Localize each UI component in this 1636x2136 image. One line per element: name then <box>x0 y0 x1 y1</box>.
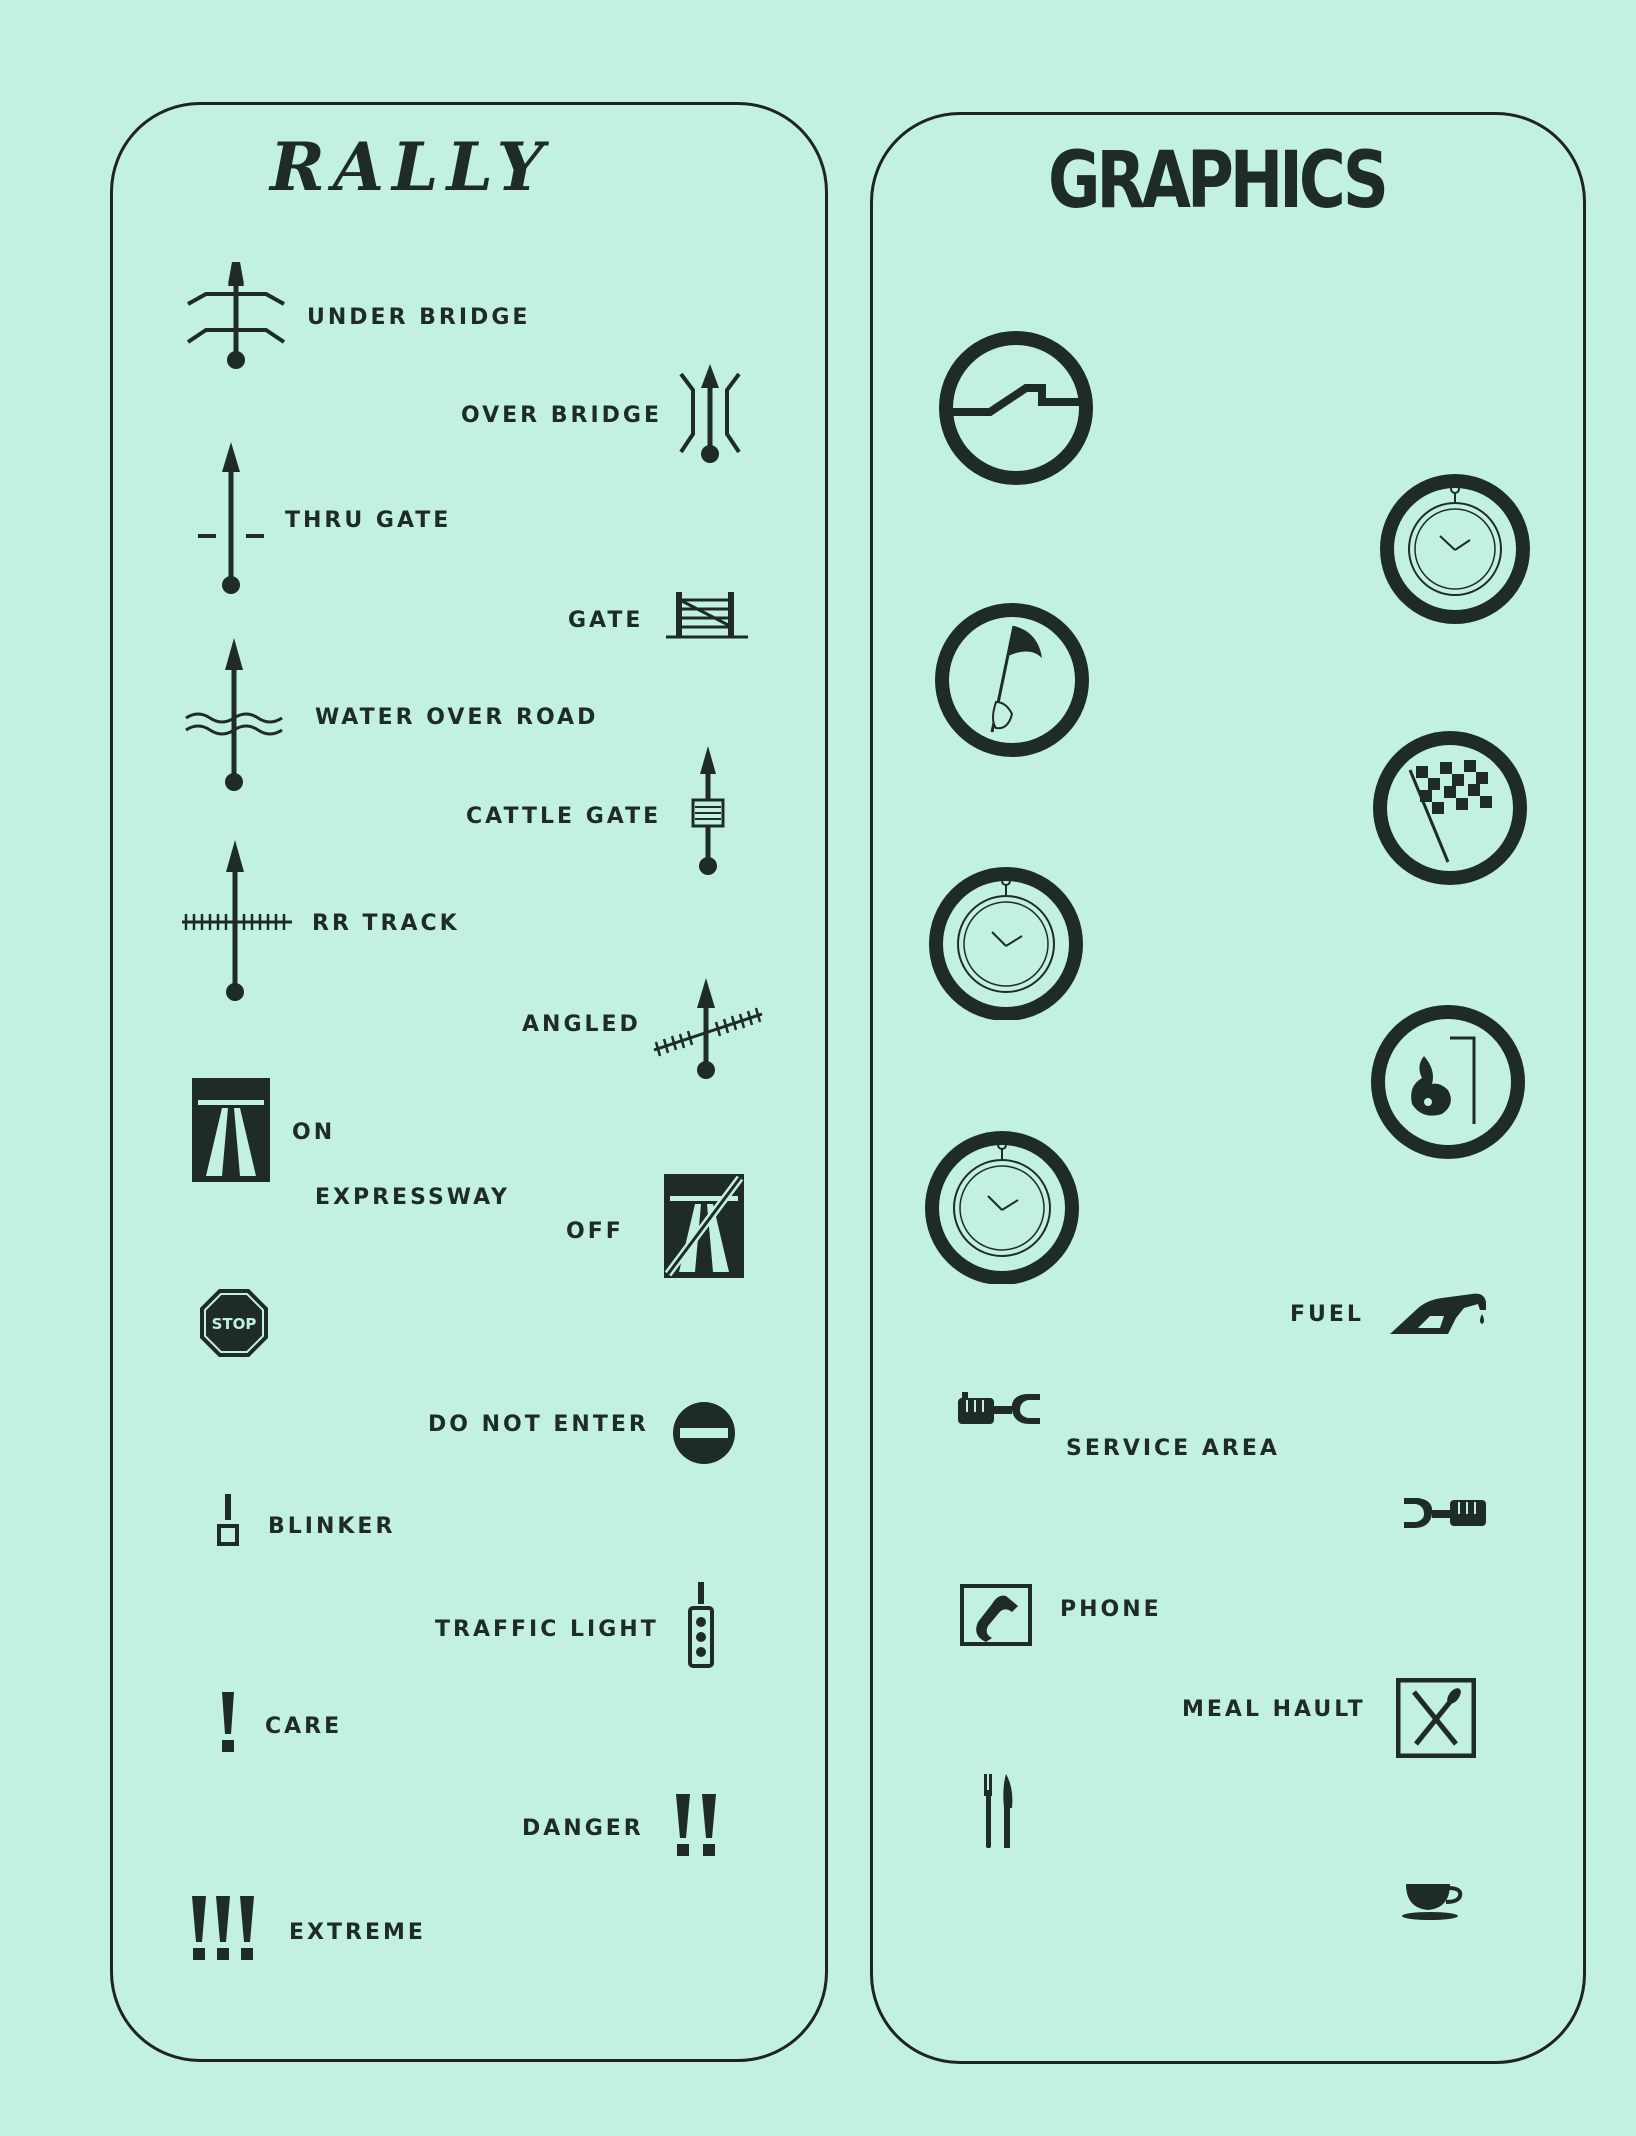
fuel-label: FUEL <box>1290 1302 1364 1327</box>
phone-label: PHONE <box>1060 1597 1162 1622</box>
expressway-on-icon <box>192 1078 270 1182</box>
meal-hault-label: MEAL HAULT <box>1182 1697 1366 1722</box>
meal-icon <box>1396 1678 1476 1758</box>
expressway-off-icon <box>664 1174 744 1278</box>
expressway-on-label: ON <box>292 1120 336 1145</box>
danger-label: DANGER <box>522 1816 644 1841</box>
thru-gate-icon <box>196 440 266 596</box>
expressway-off-label: OFF <box>566 1219 624 1244</box>
coffee-cup-icon <box>1400 1882 1470 1922</box>
extreme-icon <box>190 1896 256 1962</box>
service-wrench-icon <box>956 1386 1044 1428</box>
water-over-road-icon <box>184 636 288 794</box>
care-icon <box>218 1692 238 1754</box>
cattle-gate-icon <box>690 744 726 878</box>
checkered-flag-icon <box>1372 730 1528 886</box>
over-bridge-icon <box>675 362 745 466</box>
do-not-enter-label: DO NOT ENTER <box>428 1412 649 1437</box>
water-over-road-label: WATER OVER ROAD <box>315 705 599 730</box>
rr-track-icon <box>180 838 294 1006</box>
cattle-gate-label: CATTLE GATE <box>466 804 662 829</box>
under-bridge-icon <box>186 262 286 372</box>
gate-label: GATE <box>568 608 644 633</box>
stopwatch-icon-3 <box>924 1128 1080 1284</box>
expressway-label: EXPRESSWAY <box>315 1185 510 1210</box>
care-label: CARE <box>265 1714 343 1739</box>
cutlery-icon <box>982 1774 1016 1850</box>
graphics-title: GRAPHICS <box>1048 136 1385 226</box>
angled-track-icon <box>650 976 766 1082</box>
stopwatch-icon-2 <box>928 864 1084 1020</box>
time-control-icon <box>938 330 1094 486</box>
rr-track-label: RR TRACK <box>312 911 460 936</box>
start-flag-icon <box>934 602 1090 758</box>
angled-label: ANGLED <box>522 1012 641 1037</box>
stopwatch-icon <box>1378 470 1532 626</box>
traffic-light-label: TRAFFIC LIGHT <box>435 1617 659 1642</box>
under-bridge-label: UNDER BRIDGE <box>307 305 531 330</box>
danger-icon <box>674 1794 720 1858</box>
phone-icon <box>960 1584 1032 1646</box>
service-wrench-icon-2 <box>1400 1494 1488 1536</box>
hand-icon <box>1370 1004 1526 1160</box>
rally-title: RALLY <box>270 128 552 206</box>
stop-sign-icon <box>198 1287 270 1359</box>
over-bridge-label: OVER BRIDGE <box>461 403 663 428</box>
do-not-enter-icon <box>672 1401 736 1465</box>
traffic-light-icon <box>688 1582 714 1668</box>
service-area-label: SERVICE AREA <box>1066 1436 1280 1461</box>
thru-gate-label: THRU GATE <box>285 508 452 533</box>
extreme-label: EXTREME <box>289 1920 426 1945</box>
blinker-label: BLINKER <box>268 1514 396 1539</box>
fuel-icon <box>1386 1284 1494 1336</box>
stop-sign-text: STOP <box>211 1315 257 1333</box>
gate-icon <box>666 590 748 640</box>
blinker-icon <box>216 1494 240 1548</box>
